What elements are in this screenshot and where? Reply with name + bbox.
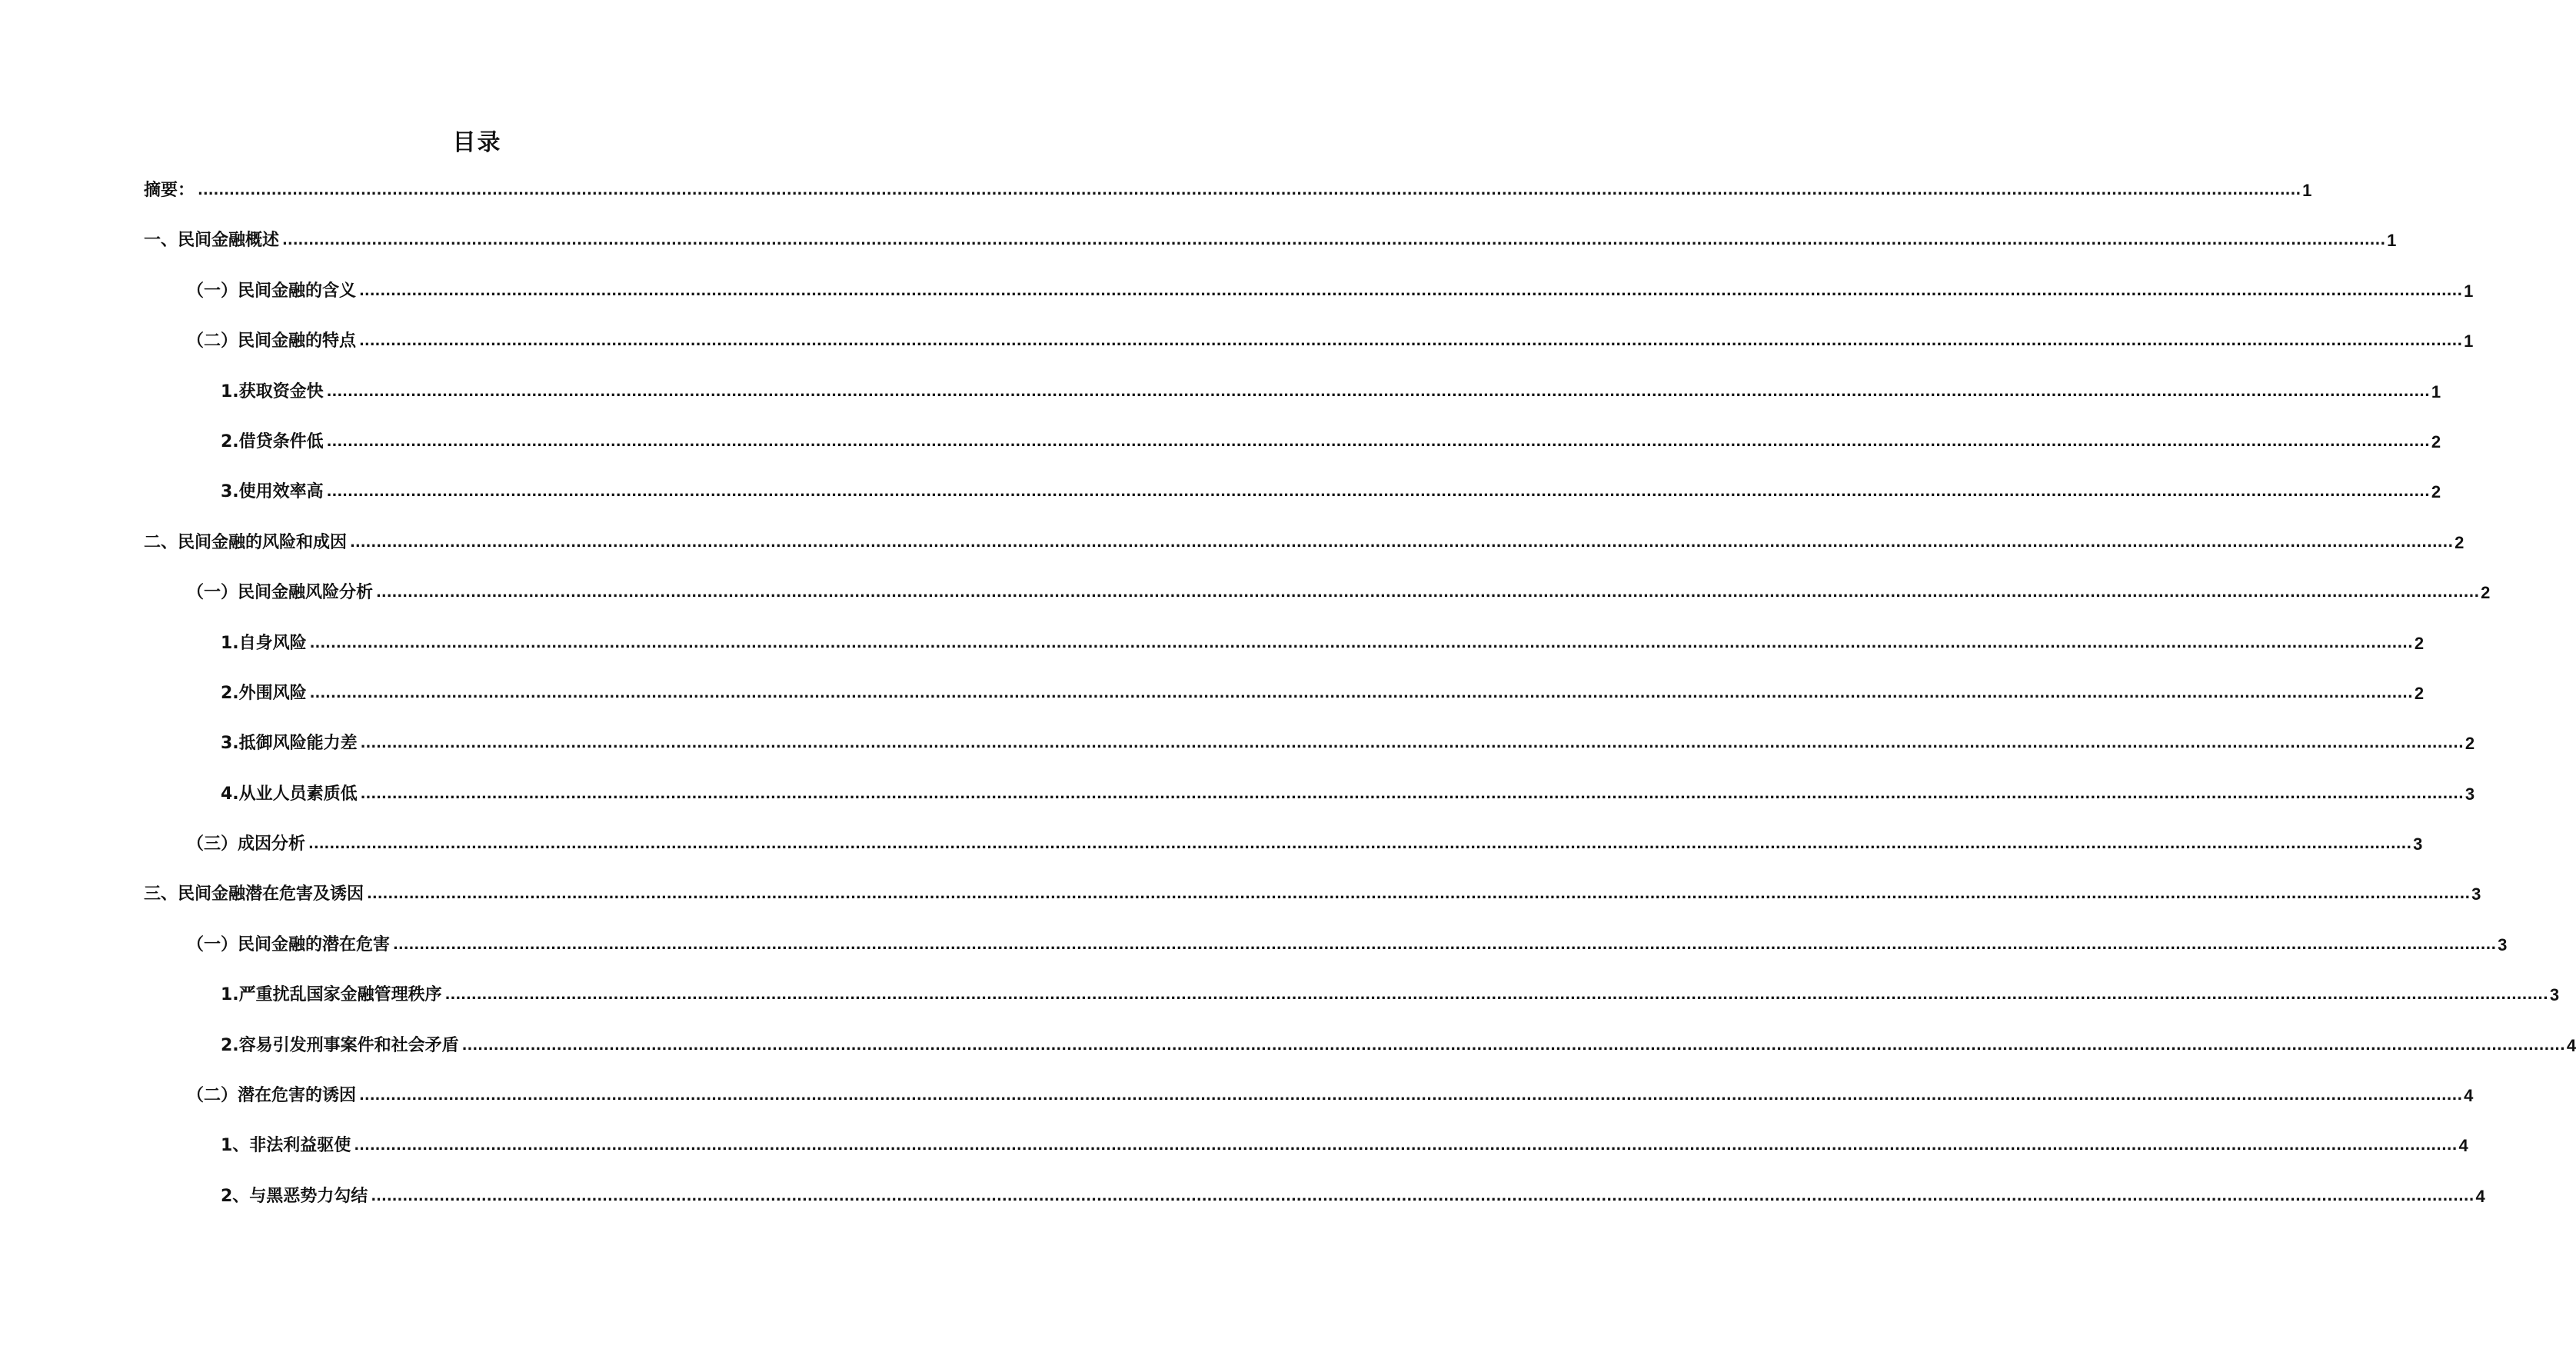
toc-page-number: 1 xyxy=(2431,381,2441,401)
toc-entry[interactable] xyxy=(144,779,2475,829)
toc-page-number: 1 xyxy=(2302,181,2312,200)
toc-entry[interactable] xyxy=(144,1081,2474,1131)
toc-entry-label: 1.获取资金快 xyxy=(221,381,324,401)
toc-entry-label: 1、非法利益驱使 xyxy=(221,1136,351,1156)
dot-leader: ................................................................................................................................................................................................................................................................................................................................................................................................................ xyxy=(359,1088,2463,1104)
toc-page-number: 2 xyxy=(2481,583,2491,603)
toc-page-number: 3 xyxy=(2471,884,2481,904)
toc-entry[interactable] xyxy=(144,1181,2485,1231)
toc-entry[interactable] xyxy=(144,326,2474,376)
toc-entry-label: 1.自身风险 xyxy=(221,633,307,653)
toc-entry[interactable] xyxy=(144,1131,2468,1181)
toc-entry[interactable] xyxy=(144,678,2425,728)
toc-entry[interactable] xyxy=(144,427,2441,477)
toc-page-number: 4 xyxy=(2566,1035,2576,1055)
dot-leader: ................................................................................................................................................................................................................................................................................................................................................................................................................ xyxy=(444,987,2548,1004)
toc-entry-label: 二、民间金融的风险和成因 xyxy=(144,532,348,552)
toc-title: 目录 xyxy=(452,129,502,156)
toc-page-number: 2 xyxy=(2455,532,2465,552)
toc-entry[interactable] xyxy=(144,1031,2576,1081)
toc-page-number: 3 xyxy=(2465,784,2475,804)
toc-page-number: 3 xyxy=(2549,985,2560,1005)
toc-entry[interactable] xyxy=(144,879,2481,929)
toc-page-number: 2 xyxy=(2414,683,2425,703)
toc-page-number: 1 xyxy=(2464,281,2474,301)
dot-leader: ................................................................................................................................................................................................................................................................................................................................................................................................................ xyxy=(326,383,2430,400)
dot-leader: ................................................................................................................................................................................................................................................................................................................................................................................................................ xyxy=(360,785,2464,802)
toc-entry-label: 3.使用效率高 xyxy=(221,482,324,502)
dot-leader: ................................................................................................................................................................................................................................................................................................................................................................................................................ xyxy=(461,1037,2565,1054)
toc-entry-label: （三）成因分析 xyxy=(187,834,306,854)
dot-leader: ................................................................................................................................................................................................................................................................................................................................................................................................................ xyxy=(350,534,2454,551)
toc-entry-label: 2.容易引发刑事案件和社会矛盾 xyxy=(221,1035,459,1055)
toc-entry-label: （二）民间金融的特点 xyxy=(187,331,357,351)
toc-page-number: 3 xyxy=(2498,934,2508,954)
dot-leader: ................................................................................................................................................................................................................................................................................................................................................................................................................ xyxy=(367,886,2471,903)
toc-entry-label: （一）民间金融的潜在危害 xyxy=(187,934,391,954)
toc-page-number: 1 xyxy=(2387,231,2397,251)
toc-entry-label: （一）民间金融风险分析 xyxy=(187,583,374,603)
toc-page-number: 4 xyxy=(2475,1186,2485,1206)
dot-leader: ................................................................................................................................................................................................................................................................................................................................................................................................................ xyxy=(376,585,2480,601)
toc-entry-label: 一、民间金融概述 xyxy=(144,231,280,251)
toc-entry[interactable] xyxy=(144,377,2441,427)
toc-page-number: 4 xyxy=(2464,1086,2474,1106)
toc-page-number: 2 xyxy=(2414,633,2425,653)
toc-entry[interactable] xyxy=(144,628,2425,678)
toc-entry[interactable] xyxy=(144,980,2560,1030)
toc-page-number: 3 xyxy=(2413,834,2423,854)
dot-leader: ................................................................................................................................................................................................................................................................................................................................................................................................................ xyxy=(308,836,2412,853)
toc-entry[interactable] xyxy=(144,477,2441,527)
toc-entry-label: 三、民间金融潜在危害及诱因 xyxy=(144,884,364,904)
toc-entry-label: 1.严重扰乱国家金融管理秩序 xyxy=(221,985,442,1005)
toc-entry-label: （二）潜在危害的诱因 xyxy=(187,1086,357,1106)
dot-leader: ................................................................................................................................................................................................................................................................................................................................................................................................................ xyxy=(309,635,2413,651)
dot-leader: ................................................................................................................................................................................................................................................................................................................................................................................................................ xyxy=(309,684,2413,701)
toc-entry-label: （一）民间金融的含义 xyxy=(187,281,357,301)
toc-entry[interactable] xyxy=(144,930,2508,980)
dot-leader: ................................................................................................................................................................................................................................................................................................................................................................................................................ xyxy=(326,484,2430,501)
toc-entry[interactable] xyxy=(144,829,2423,879)
toc-entry[interactable] xyxy=(144,728,2475,778)
toc-page-number: 2 xyxy=(2431,431,2441,451)
toc-entry[interactable] xyxy=(144,276,2474,326)
toc-entry-label: 摘要： xyxy=(144,181,195,200)
toc-entry[interactable] xyxy=(144,225,2397,275)
toc-entry-label: 2.外围风险 xyxy=(221,683,307,703)
toc-entry[interactable] xyxy=(144,175,2312,225)
dot-leader: ................................................................................................................................................................................................................................................................................................................................................................................................................ xyxy=(282,232,2386,249)
toc-entry-label: 2、与黑恶势力勾结 xyxy=(221,1186,368,1206)
table-of-contents xyxy=(144,175,2576,1231)
toc-page-number: 4 xyxy=(2458,1136,2468,1156)
dot-leader: ................................................................................................................................................................................................................................................................................................................................................................................................................ xyxy=(359,333,2463,350)
dot-leader: ................................................................................................................................................................................................................................................................................................................................................................................................................ xyxy=(198,182,2301,198)
toc-entry-label: 2.借贷条件低 xyxy=(221,431,324,451)
dot-leader: ................................................................................................................................................................................................................................................................................................................................................................................................................ xyxy=(371,1187,2474,1204)
toc-page-number: 2 xyxy=(2431,482,2441,502)
toc-entry-label: 3.抵御风险能力差 xyxy=(221,734,358,754)
dot-leader: ................................................................................................................................................................................................................................................................................................................................................................................................................ xyxy=(359,282,2463,299)
dot-leader: ................................................................................................................................................................................................................................................................................................................................................................................................................ xyxy=(354,1137,2458,1154)
toc-page-number: 1 xyxy=(2464,331,2474,351)
toc-page-number: 2 xyxy=(2465,734,2475,754)
dot-leader: ................................................................................................................................................................................................................................................................................................................................................................................................................ xyxy=(326,433,2430,450)
dot-leader: ................................................................................................................................................................................................................................................................................................................................................................................................................ xyxy=(360,735,2464,752)
toc-entry[interactable] xyxy=(144,578,2491,628)
dot-leader: ................................................................................................................................................................................................................................................................................................................................................................................................................ xyxy=(393,936,2497,953)
toc-entry-label: 4.从业人员素质低 xyxy=(221,784,358,804)
toc-entry[interactable] xyxy=(144,528,2465,578)
